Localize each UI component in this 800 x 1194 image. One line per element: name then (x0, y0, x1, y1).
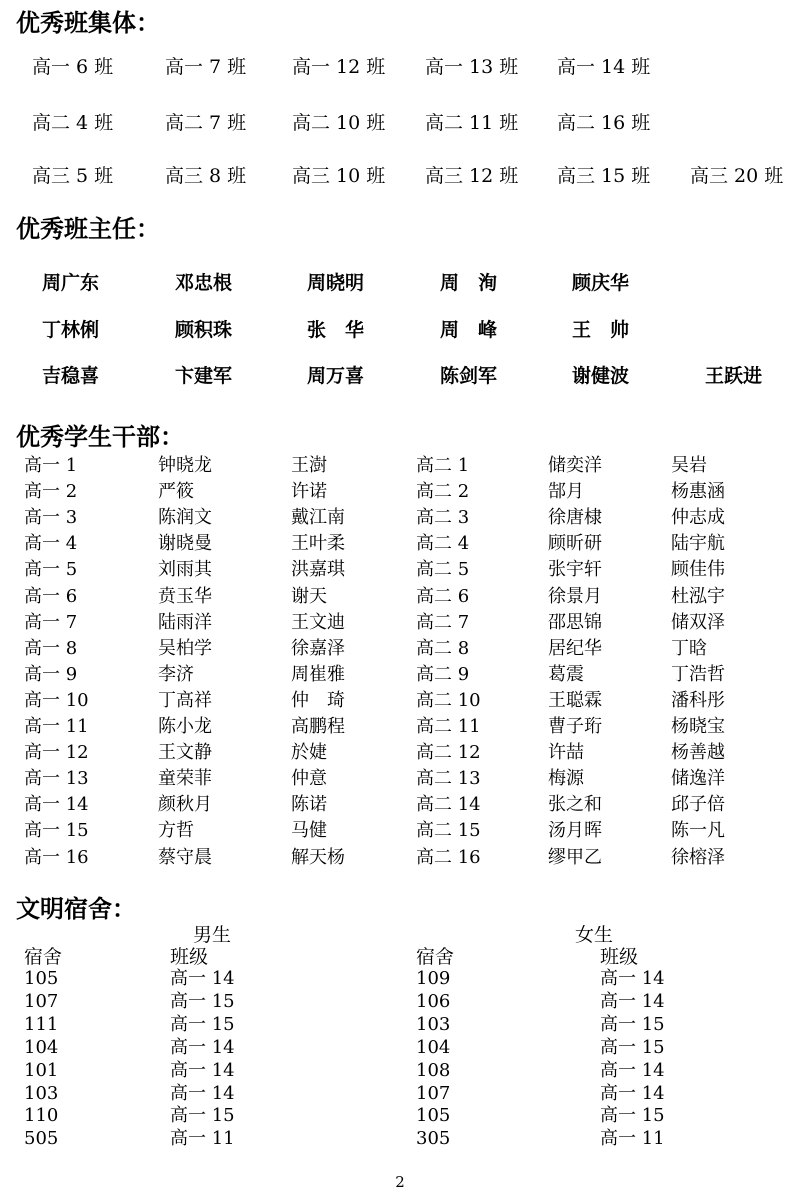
teacher-name: 谢健波 (572, 365, 630, 387)
class-entry: 高二 10 班 (292, 112, 386, 134)
cadre-name-2: 王文迪 (291, 611, 345, 633)
table-row (0, 557, 800, 583)
cadre-class-g1: 高一 11 (24, 716, 89, 737)
cadre-name-1: 陈润文 (158, 507, 212, 529)
class-entry: 高二 4 班 (32, 112, 114, 134)
male-dorm-number: 104 (24, 1036, 59, 1058)
teacher-name: 周广东 (42, 272, 100, 294)
table-row (0, 1104, 800, 1127)
table-row (0, 792, 800, 818)
table-row (0, 990, 800, 1013)
class-entry: 高一 6 班 (32, 56, 114, 78)
cadre-name-2: 於婕 (291, 742, 327, 764)
male-dorm-class: 高一 14 (170, 1082, 235, 1104)
female-class-column-header: 班级 (600, 946, 639, 968)
cadre-name-2: 徐嘉泽 (291, 637, 345, 659)
cadre-class-g2: 高二 1 (416, 455, 470, 476)
cadre-class-g2: 高二 8 (416, 637, 470, 659)
female-dorm-number: 108 (416, 1059, 451, 1081)
teacher-name: 陈剑军 (440, 365, 498, 387)
cadre-class-g2: 高二 3 (416, 507, 470, 529)
table-row (0, 1059, 800, 1082)
class-entry: 高二 11 班 (425, 112, 519, 134)
table-row (0, 1013, 800, 1036)
table-row (0, 636, 800, 662)
male-dorm-number: 111 (24, 1013, 59, 1035)
cadre-name-1: 吴柏学 (158, 637, 212, 659)
cadre-name-4: 杜泓宇 (671, 585, 725, 607)
teacher-name: 周 洵 (440, 272, 498, 294)
section-title-excellent-classes: 优秀班集体： (16, 9, 160, 37)
table-row (0, 1036, 800, 1059)
female-dorm-class: 高一 15 (600, 1105, 665, 1127)
cadre-name-3: 邵思锦 (548, 611, 602, 633)
cadre-name-1: 贲玉华 (158, 585, 212, 607)
cadre-name-3: 徐唐棣 (548, 507, 602, 529)
female-dorm-class: 高一 15 (600, 1036, 665, 1058)
cadre-name-4: 仲志成 (671, 507, 725, 529)
female-dorm-class: 高一 14 (600, 990, 665, 1012)
table-row (0, 740, 800, 766)
table-row (0, 453, 800, 479)
female-dorm-column-header: 宿舍 (416, 946, 455, 968)
cadre-name-3: 顾昕研 (548, 533, 602, 555)
cadre-name-1: 严筱 (158, 481, 194, 503)
cadre-class-g1: 高一 3 (24, 507, 78, 529)
female-dorm-number: 305 (416, 1128, 451, 1150)
cadre-name-2: 解天杨 (291, 846, 345, 868)
class-entry: 高一 12 班 (292, 56, 386, 78)
cadre-class-g2: 高二 14 (416, 794, 481, 816)
male-dorm-number: 103 (24, 1082, 59, 1104)
teacher-name: 顾庆华 (572, 272, 630, 294)
cadre-name-1: 颜秋月 (158, 794, 212, 816)
cadre-class-g2: 高二 15 (416, 820, 481, 842)
table-row (0, 662, 800, 688)
cadre-name-3: 葛震 (548, 663, 584, 685)
male-dorm-number: 105 (24, 968, 59, 989)
cadre-name-1: 蔡守晨 (158, 846, 212, 868)
cadre-name-3: 王聪霖 (548, 689, 602, 711)
cadre-name-1: 陈小龙 (158, 716, 212, 737)
page-number: 2 (395, 1173, 405, 1191)
cadre-name-2: 仲意 (291, 768, 327, 790)
male-dorms-label: 男生 (193, 924, 232, 946)
cadre-name-2: 戴江南 (291, 507, 345, 529)
female-dorm-class: 高一 14 (600, 1082, 665, 1104)
cadre-name-4: 徐榕泽 (671, 846, 725, 868)
teacher-name: 吉稳喜 (42, 365, 100, 387)
cadre-name-2: 洪嘉琪 (291, 559, 345, 581)
female-dorm-number: 107 (416, 1082, 451, 1104)
teacher-name: 张 华 (307, 319, 365, 341)
cadre-name-1: 陆雨洋 (158, 611, 212, 633)
female-dorm-number: 103 (416, 1013, 451, 1035)
cadre-class-g2: 高二 7 (416, 611, 470, 633)
cadre-class-g2: 高二 11 (416, 716, 481, 737)
male-dorm-number: 107 (24, 990, 59, 1012)
cadre-name-2: 周崔雅 (291, 663, 345, 685)
cadre-class-g2: 高二 13 (416, 768, 481, 790)
cadre-name-2: 谢天 (291, 585, 327, 607)
class-entry: 高三 12 班 (425, 165, 519, 187)
table-row (0, 584, 800, 610)
class-entry: 高一 13 班 (425, 56, 519, 78)
cadre-class-g2: 高二 4 (416, 533, 470, 555)
cadre-name-4: 杨惠涵 (671, 481, 725, 503)
male-dorm-column-header: 宿舍 (24, 946, 63, 968)
cadre-name-1: 李济 (158, 663, 194, 685)
teacher-name: 顾积珠 (175, 319, 233, 341)
cadre-name-4: 顾佳伟 (671, 559, 725, 581)
cadre-class-g1: 高一 4 (24, 533, 78, 555)
teacher-name: 卞建军 (175, 365, 233, 387)
male-class-column-header: 班级 (170, 946, 209, 968)
cadre-name-3: 许喆 (548, 742, 584, 764)
cadre-class-g1: 高一 14 (24, 794, 89, 816)
cadre-name-1: 童荣菲 (158, 768, 212, 790)
cadre-class-g1: 高一 6 (24, 585, 78, 607)
cadre-name-2: 马健 (291, 820, 327, 842)
cadre-name-1: 刘雨其 (158, 559, 212, 581)
female-dorms-label: 女生 (575, 924, 614, 946)
cadre-class-g1: 高一 8 (24, 637, 78, 659)
cadre-class-g1: 高一 9 (24, 663, 78, 685)
teacher-name: 王 帅 (572, 319, 630, 341)
male-dorm-number: 101 (24, 1059, 59, 1081)
class-entry: 高二 7 班 (165, 112, 247, 134)
teacher-name: 丁林俐 (42, 319, 100, 341)
cadre-name-4: 陈一凡 (671, 820, 725, 842)
section-title-student-cadres: 优秀学生干部： (16, 423, 184, 451)
male-dorm-class: 高一 15 (170, 990, 235, 1012)
male-dorm-class: 高一 15 (170, 1013, 235, 1035)
cadre-name-1: 王文静 (158, 742, 212, 764)
teacher-name: 邓忠根 (175, 272, 233, 294)
cadre-name-4: 杨晓宝 (671, 716, 725, 737)
cadre-name-3: 缪甲乙 (548, 846, 602, 868)
female-dorm-number: 105 (416, 1105, 451, 1127)
table-row (0, 1127, 800, 1150)
male-dorm-class: 高一 14 (170, 968, 235, 989)
cadre-class-g2: 高二 5 (416, 559, 470, 581)
cadre-class-g1: 高一 2 (24, 481, 78, 503)
cadre-name-3: 居纪华 (548, 637, 602, 659)
female-dorm-class: 高一 14 (600, 968, 665, 989)
cadre-class-g2: 高二 10 (416, 689, 481, 711)
male-dorm-class: 高一 11 (170, 1128, 235, 1150)
class-entry: 高三 20 班 (690, 165, 784, 187)
table-row (0, 818, 800, 844)
cadre-name-4: 储逸洋 (671, 768, 725, 790)
section-title-civilized-dorms: 文明宿舍： (16, 895, 136, 923)
teacher-name: 周 峰 (440, 319, 498, 341)
cadre-name-4: 陆宇航 (671, 533, 725, 555)
cadre-name-4: 潘科彤 (671, 689, 725, 711)
table-row (0, 688, 800, 714)
cadre-class-g1: 高一 12 (24, 742, 89, 764)
table-row (0, 610, 800, 636)
cadre-class-g1: 高一 13 (24, 768, 89, 790)
cadre-name-3: 储奕洋 (548, 455, 602, 476)
class-entry: 高二 16 班 (557, 112, 651, 134)
table-row (0, 714, 800, 740)
female-dorm-number: 109 (416, 968, 451, 989)
cadre-name-2: 仲 琦 (291, 689, 345, 711)
cadre-class-g1: 高一 15 (24, 820, 89, 842)
cadre-class-g1: 高一 7 (24, 611, 78, 633)
cadre-class-g2: 高二 2 (416, 481, 470, 503)
cadre-name-3: 汤月晖 (548, 820, 602, 842)
teacher-name: 王跃进 (705, 365, 763, 387)
table-row (0, 845, 800, 871)
class-entry: 高一 7 班 (165, 56, 247, 78)
cadre-name-1: 方哲 (158, 820, 194, 842)
cadre-name-3: 张宇轩 (548, 559, 602, 581)
cadre-name-2: 许诺 (291, 481, 327, 503)
cadre-name-4: 丁晗 (671, 637, 707, 659)
cadre-class-g1: 高一 5 (24, 559, 78, 581)
class-entry: 高三 8 班 (165, 165, 247, 187)
female-dorm-class: 高一 11 (600, 1128, 665, 1150)
class-entry: 高一 14 班 (557, 56, 651, 78)
cadre-name-4: 吴岩 (671, 455, 707, 476)
table-row (0, 967, 800, 990)
teacher-name: 周晓明 (307, 272, 365, 294)
female-dorm-class: 高一 15 (600, 1013, 665, 1035)
female-dorm-class: 高一 14 (600, 1059, 665, 1081)
cadre-class-g1: 高一 16 (24, 846, 89, 868)
female-dorm-number: 106 (416, 990, 451, 1012)
male-dorm-class: 高一 15 (170, 1105, 235, 1127)
cadre-name-1: 钟晓龙 (158, 455, 212, 476)
table-row (0, 531, 800, 557)
cadre-name-4: 邱子倍 (671, 794, 725, 816)
cadre-name-1: 丁高祥 (158, 689, 212, 711)
class-entry: 高三 10 班 (292, 165, 386, 187)
cadre-class-g2: 高二 9 (416, 663, 470, 685)
cadre-class-g2: 高二 12 (416, 742, 481, 764)
male-dorm-class: 高一 14 (170, 1059, 235, 1081)
male-dorm-number: 110 (24, 1105, 59, 1127)
cadre-name-4: 丁浩哲 (671, 663, 725, 685)
cadre-class-g2: 高二 16 (416, 846, 481, 868)
cadre-name-4: 杨善越 (671, 742, 725, 764)
male-dorm-class: 高一 14 (170, 1036, 235, 1058)
cadre-name-2: 王叶柔 (291, 533, 345, 555)
cadre-name-2: 王澍 (291, 455, 327, 476)
cadre-name-2: 陈诺 (291, 794, 327, 816)
male-dorm-number: 505 (24, 1128, 59, 1150)
table-row (0, 479, 800, 505)
cadre-name-2: 高鹏程 (291, 716, 345, 737)
cadre-name-1: 谢晓曼 (158, 533, 212, 555)
teacher-name: 周万喜 (307, 365, 365, 387)
cadre-name-3: 徐景月 (548, 585, 602, 607)
cadre-name-3: 张之和 (548, 794, 602, 816)
cadre-class-g2: 高二 6 (416, 585, 470, 607)
table-row (0, 1082, 800, 1105)
cadre-name-3: 郜月 (548, 481, 584, 503)
cadre-name-3: 梅源 (548, 768, 584, 790)
cadre-name-3: 曹子珩 (548, 716, 602, 737)
class-entry: 高三 15 班 (557, 165, 651, 187)
cadre-name-4: 储双泽 (671, 611, 725, 633)
class-entry: 高三 5 班 (32, 165, 114, 187)
female-dorm-number: 104 (416, 1036, 451, 1058)
cadre-class-g1: 高一 1 (24, 455, 78, 476)
cadre-class-g1: 高一 10 (24, 689, 89, 711)
table-row (0, 766, 800, 792)
table-row (0, 505, 800, 531)
section-title-excellent-teachers: 优秀班主任： (16, 215, 160, 243)
